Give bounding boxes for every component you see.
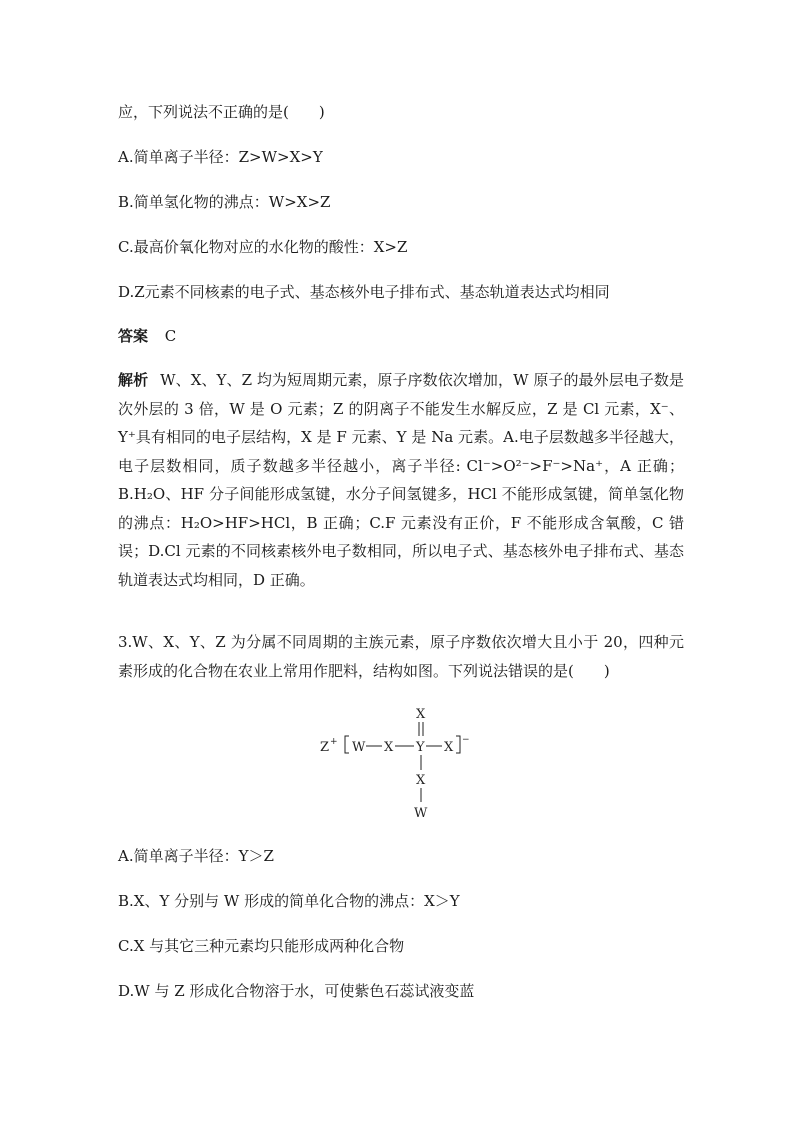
bracket-left <box>345 736 349 753</box>
bracket-right <box>456 736 460 753</box>
atom-x-left: X <box>384 740 394 755</box>
q2-option-a: A.简单离子半径：Z>W>X>Y <box>118 148 323 166</box>
cation-symbol: Z <box>320 740 330 755</box>
q2-option-b: B.简单氢化物的沸点：W>X>Z <box>118 193 331 211</box>
q2-answer <box>118 326 176 346</box>
atom-x-bottom: X <box>416 773 426 788</box>
atom-w-bottom: W <box>414 806 428 821</box>
anion-charge: − <box>462 735 470 745</box>
q2-option-d: D.Z元素不同核素的电子式、基态核外电子排布式、基态轨道表达式均相同 <box>118 283 610 301</box>
atom-center: Y <box>416 740 425 755</box>
q2-stem-end: 应，下列说法不正确的是( ) <box>118 103 325 121</box>
atom-top: X <box>416 707 426 722</box>
q3-option-d: D.W 与 Z 形成化合物溶于水，可使紫色石蕊试液变蓝 <box>118 982 475 1000</box>
structure-formula <box>316 700 486 828</box>
q3-stem: 3.W、X、Y、Z 为分属不同周期的主族元素，原子序数依次增大且小于 20，四种元素形成的化合物在农业上常用作肥料，结构如图。下列说法错误的是( ) <box>118 633 684 680</box>
structure-diagram <box>316 700 486 828</box>
analysis-text: W、X、Y、Z 均为短周期元素，原子序数依次增加，W 原子的最外层电子数是次外层的 3 倍，W 是 O 元素；Z 的阴离子不能发生水解反应，Z 是 Cl 元素，X⁻、Y⁺具有相同的电子层结构，X 是 F 元素、Y 是 Na 元素。A.电子层数越多半径越大，电子层数相同，质子数越多半径越小，离子半径: Cl⁻>O²⁻>F⁻>Na⁺，A 正确；B.H₂O、HF 分子间能形成氢键，水分子间氢键多，HCl 不能形成氢键，简单氢化物的沸点：H₂O>HF>HCl，B 正确；C.F 元素没有正价，F 不能形成含氧酸，C 错误；D.Cl 元素的不同核素核外电子数相同，所以电子式、基态核外电子排布式、基态轨道表达式均相同，D 正确。 <box>118 371 684 589</box>
analysis-label: 解析 <box>118 371 149 389</box>
cation-charge: + <box>330 737 338 747</box>
answer-label: 答案 <box>118 327 149 345</box>
q3-option-a: A.简单离子半径：Y＞Z <box>118 847 274 865</box>
atom-x-right: X <box>444 740 454 755</box>
q3-option-b: B.X、Y 分别与 W 形成的简单化合物的沸点：X＞Y <box>118 892 460 910</box>
q3-option-c: C.X 与其它三种元素均只能形成两种化合物 <box>118 937 405 955</box>
atom-w-left: W <box>352 740 366 755</box>
q2-analysis <box>118 366 684 594</box>
q2-option-c: C.最高价氧化物对应的水化物的酸性：X>Z <box>118 238 408 256</box>
answer-value: C <box>164 327 177 345</box>
